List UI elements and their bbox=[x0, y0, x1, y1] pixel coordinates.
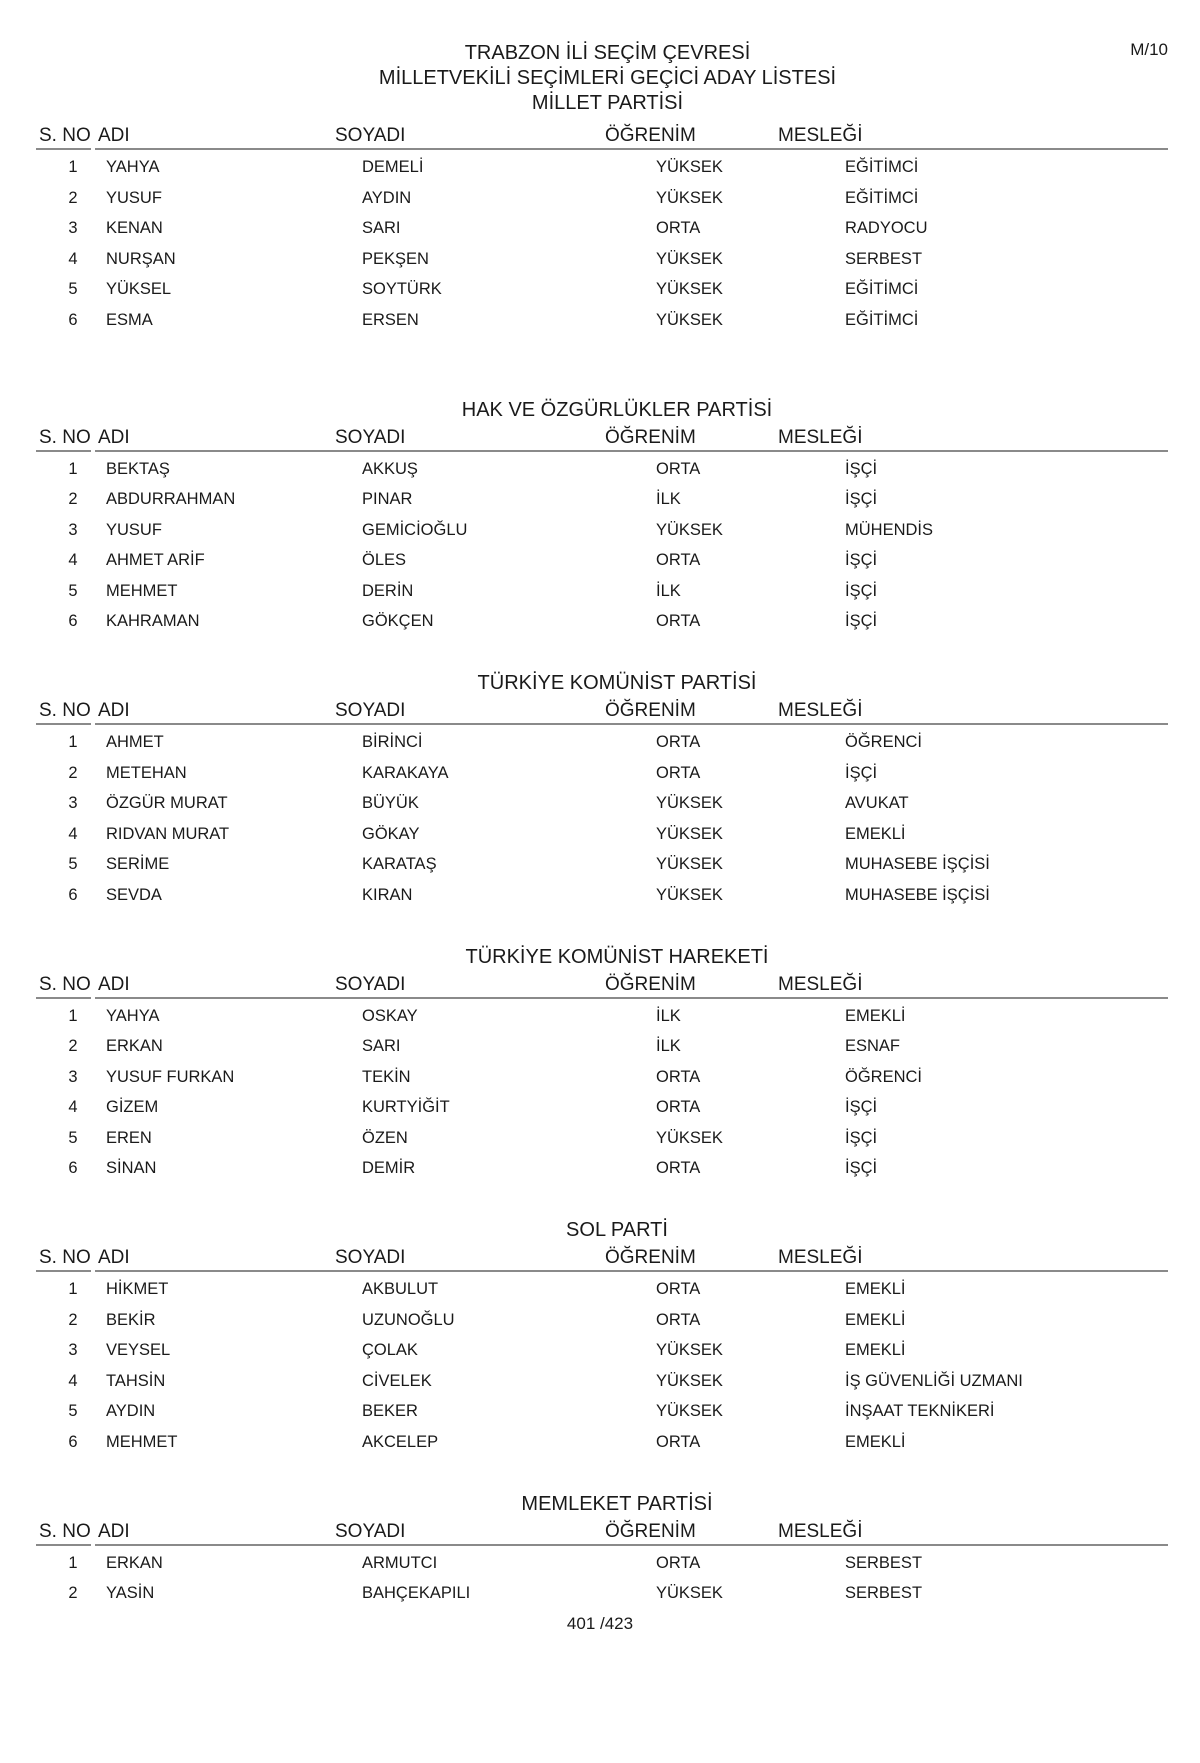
cell-surname: ÖZEN bbox=[362, 1129, 408, 1148]
table-row bbox=[36, 1333, 1168, 1364]
party-title: MEMLEKET PARTİSİ bbox=[66, 1490, 1168, 1518]
cell-occupation: EĞİTİMCİ bbox=[845, 158, 918, 177]
party-section bbox=[36, 669, 1168, 943]
cell-occupation: SERBEST bbox=[845, 250, 922, 269]
cell-occupation: EMEKLİ bbox=[845, 1433, 906, 1452]
cell-no: 6 bbox=[58, 311, 88, 330]
cell-no: 3 bbox=[58, 219, 88, 238]
table-header bbox=[36, 122, 1168, 150]
cell-no: 4 bbox=[58, 250, 88, 269]
cell-education: YÜKSEK bbox=[656, 1584, 723, 1603]
cell-name: NURŞAN bbox=[106, 250, 176, 269]
cell-education: YÜKSEK bbox=[656, 855, 723, 874]
cell-education: ORTA bbox=[656, 1280, 700, 1299]
table-header bbox=[36, 1518, 1168, 1546]
cell-occupation: MÜHENDİS bbox=[845, 521, 933, 540]
cell-name: AYDIN bbox=[106, 1402, 155, 1421]
column-header-name: ADI bbox=[98, 974, 130, 996]
table-row bbox=[36, 756, 1168, 787]
table-row bbox=[36, 1029, 1168, 1060]
cell-education: YÜKSEK bbox=[656, 311, 723, 330]
cell-name: YÜKSEL bbox=[106, 280, 171, 299]
cell-education: ORTA bbox=[656, 1311, 700, 1330]
cell-name: YAHYA bbox=[106, 1007, 160, 1026]
cell-education: ORTA bbox=[656, 1554, 700, 1573]
party-section bbox=[36, 1216, 1168, 1490]
table-row bbox=[36, 482, 1168, 513]
cell-education: ORTA bbox=[656, 551, 700, 570]
cell-education: ORTA bbox=[656, 1159, 700, 1178]
column-header-name: ADI bbox=[98, 700, 130, 722]
cell-name: HİKMET bbox=[106, 1280, 168, 1299]
table-row bbox=[36, 786, 1168, 817]
cell-name: RIDVAN MURAT bbox=[106, 825, 229, 844]
party-title: HAK VE ÖZGÜRLÜKLER PARTİSİ bbox=[66, 396, 1168, 424]
cell-education: ORTA bbox=[656, 764, 700, 783]
cell-surname: KARAKAYA bbox=[362, 764, 449, 783]
table-row bbox=[36, 303, 1168, 334]
table-row bbox=[36, 1121, 1168, 1152]
table-row bbox=[36, 574, 1168, 605]
page-code: M/10 bbox=[1130, 40, 1168, 60]
cell-name: ÖZGÜR MURAT bbox=[106, 794, 228, 813]
cell-education: YÜKSEK bbox=[656, 158, 723, 177]
party-title: TÜRKİYE KOMÜNİST PARTİSİ bbox=[66, 669, 1168, 697]
cell-surname: SARI bbox=[362, 219, 401, 238]
column-header-surname: SOYADI bbox=[335, 427, 405, 449]
cell-surname: DEMELİ bbox=[362, 158, 423, 177]
cell-surname: SARI bbox=[362, 1037, 401, 1056]
cell-name: METEHAN bbox=[106, 764, 187, 783]
cell-name: AHMET bbox=[106, 733, 164, 752]
table-row bbox=[36, 1546, 1168, 1577]
column-header-name: ADI bbox=[98, 125, 130, 147]
cell-occupation: EĞİTİMCİ bbox=[845, 189, 918, 208]
table-row bbox=[36, 272, 1168, 303]
cell-education: İLK bbox=[656, 1037, 681, 1056]
cell-name: YUSUF bbox=[106, 521, 162, 540]
cell-name: KAHRAMAN bbox=[106, 612, 200, 631]
cell-surname: OSKAY bbox=[362, 1007, 418, 1026]
column-header-education: ÖĞRENİM bbox=[605, 125, 696, 147]
table-row bbox=[36, 1425, 1168, 1456]
column-header-name: ADI bbox=[98, 1521, 130, 1543]
table-row bbox=[36, 817, 1168, 848]
table-header bbox=[36, 697, 1168, 725]
cell-education: YÜKSEK bbox=[656, 1341, 723, 1360]
cell-name: AHMET ARİF bbox=[106, 551, 205, 570]
table-row bbox=[36, 999, 1168, 1030]
cell-no: 2 bbox=[58, 1584, 88, 1603]
cell-education: YÜKSEK bbox=[656, 189, 723, 208]
cell-occupation: SERBEST bbox=[845, 1584, 922, 1603]
cell-surname: AYDIN bbox=[362, 189, 411, 208]
table-header bbox=[36, 424, 1168, 452]
table-row bbox=[36, 1151, 1168, 1182]
cell-no: 3 bbox=[58, 1341, 88, 1360]
cell-occupation: MUHASEBE İŞÇİSİ bbox=[845, 855, 990, 874]
cell-no: 2 bbox=[58, 490, 88, 509]
cell-occupation: EMEKLİ bbox=[845, 1007, 906, 1026]
cell-education: YÜKSEK bbox=[656, 794, 723, 813]
cell-education: ORTA bbox=[656, 1068, 700, 1087]
cell-name: YUSUF bbox=[106, 189, 162, 208]
header-line-1: TRABZON İLİ SEÇİM ÇEVRESİ bbox=[15, 41, 1200, 66]
page-number: 401 /423 bbox=[0, 1614, 1200, 1634]
column-header-surname: SOYADI bbox=[335, 974, 405, 996]
table-row bbox=[36, 878, 1168, 909]
cell-name: MEHMET bbox=[106, 582, 178, 601]
cell-occupation: İŞÇİ bbox=[845, 551, 877, 570]
cell-name: EREN bbox=[106, 1129, 152, 1148]
table-row bbox=[36, 150, 1168, 181]
cell-no: 5 bbox=[58, 280, 88, 299]
cell-occupation: İŞÇİ bbox=[845, 460, 877, 479]
cell-occupation: İŞ GÜVENLİĞİ UZMANI bbox=[845, 1372, 1023, 1391]
cell-education: ORTA bbox=[656, 1433, 700, 1452]
column-header-no: S. NO bbox=[39, 974, 91, 996]
cell-surname: DERİN bbox=[362, 582, 413, 601]
cell-surname: ÇOLAK bbox=[362, 1341, 418, 1360]
cell-surname: BAHÇEKAPILI bbox=[362, 1584, 470, 1603]
cell-no: 4 bbox=[58, 551, 88, 570]
cell-surname: CİVELEK bbox=[362, 1372, 432, 1391]
cell-name: KENAN bbox=[106, 219, 163, 238]
column-header-surname: SOYADI bbox=[335, 700, 405, 722]
cell-name: MEHMET bbox=[106, 1433, 178, 1452]
cell-no: 5 bbox=[58, 1402, 88, 1421]
column-header-no: S. NO bbox=[39, 1521, 91, 1543]
candidate-sections bbox=[36, 122, 1168, 1763]
cell-occupation: ESNAF bbox=[845, 1037, 900, 1056]
cell-education: ORTA bbox=[656, 733, 700, 752]
cell-occupation: EĞİTİMCİ bbox=[845, 280, 918, 299]
cell-occupation: İŞÇİ bbox=[845, 1129, 877, 1148]
cell-name: YUSUF FURKAN bbox=[106, 1068, 234, 1087]
cell-education: ORTA bbox=[656, 1098, 700, 1117]
table-row bbox=[36, 1303, 1168, 1334]
cell-occupation: EMEKLİ bbox=[845, 1280, 906, 1299]
cell-name: SERİME bbox=[106, 855, 169, 874]
cell-occupation: ÖĞRENCİ bbox=[845, 1068, 922, 1087]
table-row bbox=[36, 1394, 1168, 1425]
cell-no: 6 bbox=[58, 1433, 88, 1452]
cell-surname: GÖKÇEN bbox=[362, 612, 434, 631]
cell-surname: DEMİR bbox=[362, 1159, 415, 1178]
cell-no: 6 bbox=[58, 1159, 88, 1178]
cell-surname: GEMİCİOĞLU bbox=[362, 521, 467, 540]
cell-name: ERKAN bbox=[106, 1037, 163, 1056]
column-header-occupation: MESLEĞİ bbox=[778, 427, 862, 449]
cell-occupation: EMEKLİ bbox=[845, 825, 906, 844]
cell-occupation: İŞÇİ bbox=[845, 582, 877, 601]
column-header-occupation: MESLEĞİ bbox=[778, 1521, 862, 1543]
column-header-occupation: MESLEĞİ bbox=[778, 1247, 862, 1269]
table-row bbox=[36, 604, 1168, 635]
column-header-no: S. NO bbox=[39, 427, 91, 449]
cell-name: TAHSİN bbox=[106, 1372, 165, 1391]
cell-no: 2 bbox=[58, 1037, 88, 1056]
cell-no: 1 bbox=[58, 158, 88, 177]
cell-surname: GÖKAY bbox=[362, 825, 419, 844]
cell-no: 1 bbox=[58, 1007, 88, 1026]
cell-occupation: EMEKLİ bbox=[845, 1341, 906, 1360]
column-header-no: S. NO bbox=[39, 700, 91, 722]
cell-name: BEKTAŞ bbox=[106, 460, 170, 479]
cell-no: 5 bbox=[58, 582, 88, 601]
header-line-2: MİLLETVEKİLİ SEÇİMLERİ GEÇİCİ ADAY LİSTESİ bbox=[15, 66, 1200, 91]
cell-no: 1 bbox=[58, 1554, 88, 1573]
column-header-name: ADI bbox=[98, 1247, 130, 1269]
cell-no: 6 bbox=[58, 612, 88, 631]
cell-name: ERKAN bbox=[106, 1554, 163, 1573]
cell-no: 1 bbox=[58, 1280, 88, 1299]
table-row bbox=[36, 1272, 1168, 1303]
column-header-surname: SOYADI bbox=[335, 1247, 405, 1269]
table-row bbox=[36, 242, 1168, 273]
party-section bbox=[36, 122, 1168, 396]
cell-surname: KURTYİĞİT bbox=[362, 1098, 450, 1117]
cell-occupation: İŞÇİ bbox=[845, 1159, 877, 1178]
table-row bbox=[36, 452, 1168, 483]
cell-name: SİNAN bbox=[106, 1159, 156, 1178]
cell-surname: TEKİN bbox=[362, 1068, 411, 1087]
cell-occupation: ÖĞRENCİ bbox=[845, 733, 922, 752]
cell-occupation: AVUKAT bbox=[845, 794, 909, 813]
cell-education: YÜKSEK bbox=[656, 825, 723, 844]
cell-surname: ÖLES bbox=[362, 551, 406, 570]
column-header-education: ÖĞRENİM bbox=[605, 1247, 696, 1269]
cell-name: GİZEM bbox=[106, 1098, 158, 1117]
party-section bbox=[36, 396, 1168, 670]
table-row bbox=[36, 211, 1168, 242]
cell-no: 1 bbox=[58, 733, 88, 752]
column-header-occupation: MESLEĞİ bbox=[778, 125, 862, 147]
table-row bbox=[36, 1364, 1168, 1395]
table-row bbox=[36, 1090, 1168, 1121]
table-row bbox=[36, 1060, 1168, 1091]
table-header bbox=[36, 1244, 1168, 1272]
column-header-occupation: MESLEĞİ bbox=[778, 974, 862, 996]
column-header-name: ADI bbox=[98, 427, 130, 449]
cell-surname: AKCELEP bbox=[362, 1433, 438, 1452]
cell-education: İLK bbox=[656, 582, 681, 601]
cell-education: ORTA bbox=[656, 219, 700, 238]
cell-surname: SOYTÜRK bbox=[362, 280, 442, 299]
cell-education: ORTA bbox=[656, 612, 700, 631]
cell-no: 4 bbox=[58, 825, 88, 844]
cell-education: YÜKSEK bbox=[656, 521, 723, 540]
cell-no: 6 bbox=[58, 886, 88, 905]
cell-education: YÜKSEK bbox=[656, 1372, 723, 1391]
cell-surname: BEKER bbox=[362, 1402, 418, 1421]
column-header-occupation: MESLEĞİ bbox=[778, 700, 862, 722]
cell-surname: PEKŞEN bbox=[362, 250, 429, 269]
cell-name: YAHYA bbox=[106, 158, 160, 177]
cell-education: İLK bbox=[656, 1007, 681, 1026]
cell-name: BEKİR bbox=[106, 1311, 156, 1330]
first-party-title: MİLLET PARTİSİ bbox=[15, 91, 1200, 116]
cell-education: YÜKSEK bbox=[656, 1402, 723, 1421]
column-header-education: ÖĞRENİM bbox=[605, 700, 696, 722]
party-section bbox=[36, 943, 1168, 1217]
cell-education: YÜKSEK bbox=[656, 1129, 723, 1148]
column-header-no: S. NO bbox=[39, 125, 91, 147]
cell-surname: UZUNOĞLU bbox=[362, 1311, 455, 1330]
cell-occupation: İŞÇİ bbox=[845, 612, 877, 631]
cell-education: YÜKSEK bbox=[656, 280, 723, 299]
table-row bbox=[36, 513, 1168, 544]
cell-surname: AKKUŞ bbox=[362, 460, 418, 479]
party-title: TÜRKİYE KOMÜNİST HAREKETİ bbox=[66, 943, 1168, 971]
column-header-education: ÖĞRENİM bbox=[605, 974, 696, 996]
cell-no: 2 bbox=[58, 1311, 88, 1330]
cell-surname: ERSEN bbox=[362, 311, 419, 330]
cell-name: VEYSEL bbox=[106, 1341, 170, 1360]
cell-surname: PINAR bbox=[362, 490, 412, 509]
cell-surname: ARMUTCI bbox=[362, 1554, 437, 1573]
cell-no: 3 bbox=[58, 1068, 88, 1087]
cell-no: 1 bbox=[58, 460, 88, 479]
column-header-surname: SOYADI bbox=[335, 1521, 405, 1543]
cell-name: ESMA bbox=[106, 311, 153, 330]
table-row bbox=[36, 725, 1168, 756]
table-row bbox=[36, 847, 1168, 878]
cell-occupation: MUHASEBE İŞÇİSİ bbox=[845, 886, 990, 905]
cell-surname: BİRİNCİ bbox=[362, 733, 423, 752]
table-row bbox=[36, 181, 1168, 212]
table-row bbox=[36, 543, 1168, 574]
document-header bbox=[0, 41, 1200, 116]
column-header-education: ÖĞRENİM bbox=[605, 1521, 696, 1543]
cell-surname: KARATAŞ bbox=[362, 855, 437, 874]
cell-no: 4 bbox=[58, 1372, 88, 1391]
column-header-education: ÖĞRENİM bbox=[605, 427, 696, 449]
cell-occupation: SERBEST bbox=[845, 1554, 922, 1573]
cell-education: İLK bbox=[656, 490, 681, 509]
cell-no: 3 bbox=[58, 521, 88, 540]
cell-occupation: RADYOCU bbox=[845, 219, 928, 238]
column-header-surname: SOYADI bbox=[335, 125, 405, 147]
table-row bbox=[36, 1576, 1168, 1607]
cell-no: 2 bbox=[58, 189, 88, 208]
cell-no: 5 bbox=[58, 1129, 88, 1148]
cell-occupation: İŞÇİ bbox=[845, 490, 877, 509]
cell-education: ORTA bbox=[656, 460, 700, 479]
cell-no: 4 bbox=[58, 1098, 88, 1117]
cell-no: 3 bbox=[58, 794, 88, 813]
cell-no: 2 bbox=[58, 764, 88, 783]
cell-name: YASİN bbox=[106, 1584, 154, 1603]
cell-occupation: İŞÇİ bbox=[845, 764, 877, 783]
cell-no: 5 bbox=[58, 855, 88, 874]
cell-occupation: İNŞAAT TEKNİKERİ bbox=[845, 1402, 994, 1421]
column-header-no: S. NO bbox=[39, 1247, 91, 1269]
cell-surname: BÜYÜK bbox=[362, 794, 419, 813]
cell-occupation: EMEKLİ bbox=[845, 1311, 906, 1330]
cell-surname: KIRAN bbox=[362, 886, 412, 905]
cell-name: SEVDA bbox=[106, 886, 162, 905]
cell-education: YÜKSEK bbox=[656, 886, 723, 905]
cell-education: YÜKSEK bbox=[656, 250, 723, 269]
cell-surname: AKBULUT bbox=[362, 1280, 438, 1299]
table-header bbox=[36, 971, 1168, 999]
cell-occupation: EĞİTİMCİ bbox=[845, 311, 918, 330]
party-title: SOL PARTİ bbox=[66, 1216, 1168, 1244]
cell-occupation: İŞÇİ bbox=[845, 1098, 877, 1117]
cell-name: ABDURRAHMAN bbox=[106, 490, 235, 509]
